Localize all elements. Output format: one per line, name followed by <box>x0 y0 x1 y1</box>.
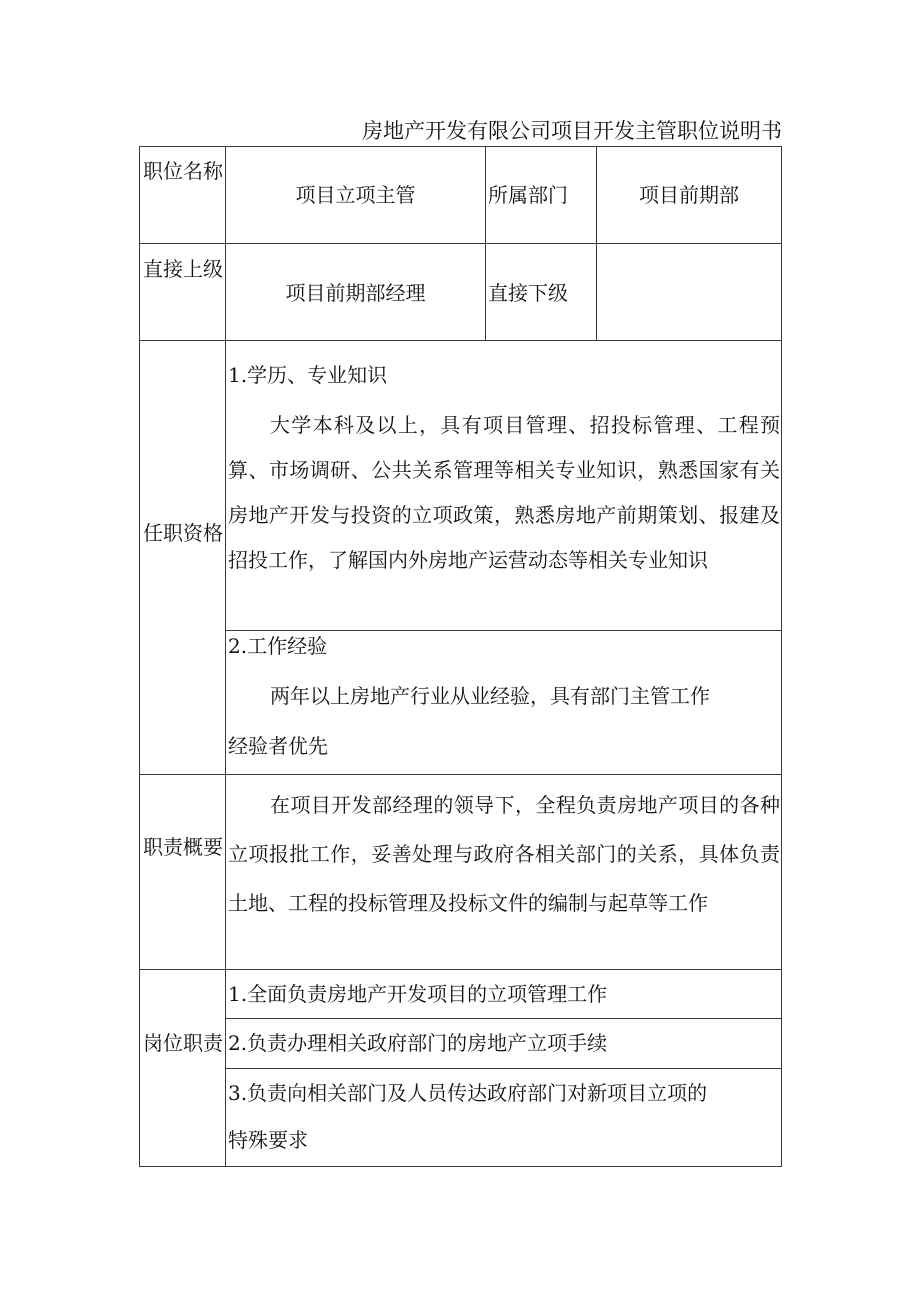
direct-superior-label: 直接上级 <box>143 257 223 281</box>
summary-text: 在项目开发部经理的领导下，全程负责房地产项目的各种立项报批工作，妥善处理与政府各相关部门的关系，具体负责土地、工程的投标管理及投标文件的编制与起草等工作 <box>228 793 780 915</box>
direct-superior-value: 项目前期部经理 <box>285 281 426 305</box>
duty-item-2: 2.负责办理相关政府部门的房地产立项手续 <box>228 1031 608 1055</box>
duty-item-3-continued: 特殊要求 <box>228 1128 308 1152</box>
duties-label: 岗位职责 <box>143 1031 223 1055</box>
department-value: 项目前期部 <box>639 183 739 207</box>
duty-item-3: 3.负责向相关部门及人员传达政府部门对新项目立项的 <box>228 1081 708 1105</box>
education-text: 大学本科及以上，具有项目管理、招投标管理、工程预算、市场调研、公共关系管理等相关专业知识，熟悉国家有关房地产开发与投资的立项政策，熟悉房地产前期策划、报建及招投工作，了解国内外房地产运营动态等相关专业知识 <box>228 413 780 572</box>
duty-item-1: 1.全面负责房地产开发项目的立项管理工作 <box>228 982 608 1006</box>
document-title: 房地产开发有限公司项目开发主管职位说明书 <box>362 119 782 143</box>
summary-label: 职责概要 <box>143 835 223 859</box>
department-label: 所属部门 <box>488 183 568 207</box>
qualifications-label: 任职资格 <box>143 521 223 545</box>
education-heading: 1.学历、专业知识 <box>228 363 388 387</box>
experience-heading: 2.工作经验 <box>228 634 328 658</box>
experience-line-1: 两年以上房地产行业从业经验，具有部门主管工作 <box>270 684 710 708</box>
education-section <box>228 350 780 583</box>
experience-line-2: 经验者优先 <box>228 734 328 758</box>
direct-subordinate-label: 直接下级 <box>488 281 568 305</box>
experience-section <box>228 621 780 771</box>
position-name-value: 项目立项主管 <box>295 183 416 207</box>
position-name-label: 职位名称 <box>143 159 223 183</box>
